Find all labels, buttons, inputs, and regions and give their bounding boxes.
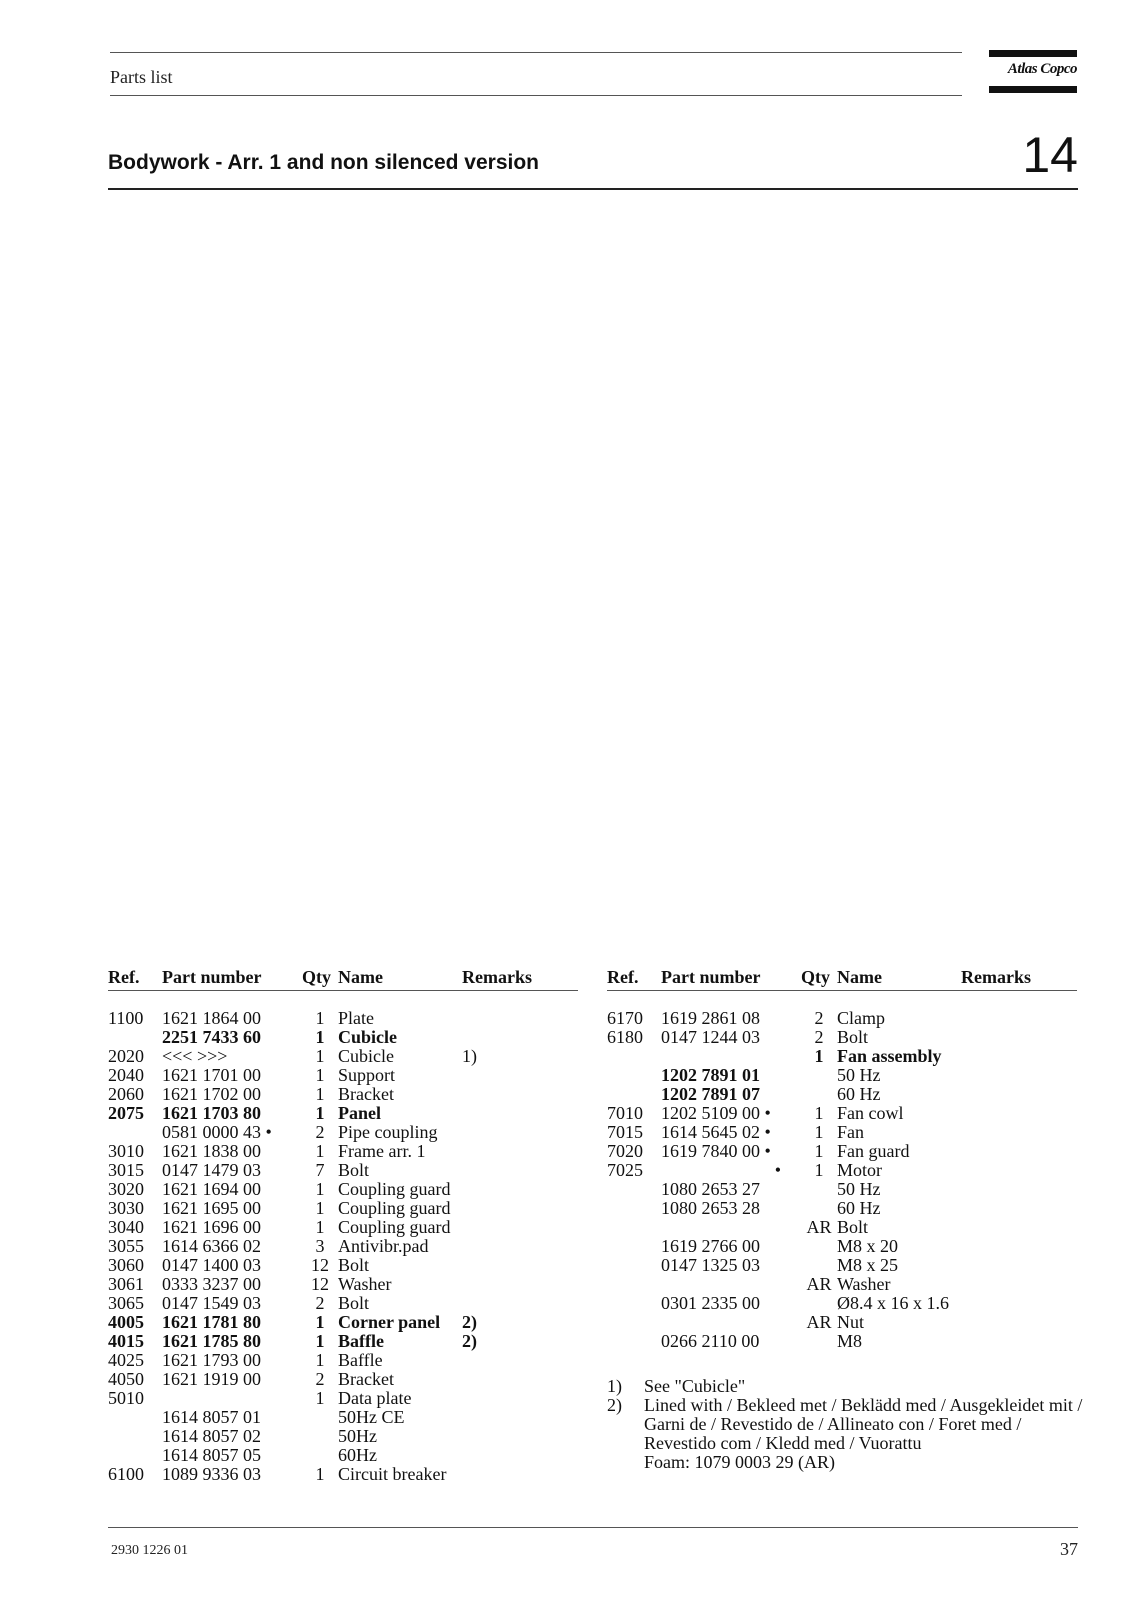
table-row <box>607 1085 1077 1104</box>
remarks-cell <box>961 1161 1077 1180</box>
qty-cell <box>801 1237 837 1256</box>
remarks-cell <box>462 1427 578 1446</box>
qty-cell <box>801 1085 837 1104</box>
table-row <box>607 1123 1077 1142</box>
name-cell: Baffle <box>338 1350 383 1370</box>
part-number-cell <box>661 1218 801 1237</box>
ref-cell <box>108 1427 162 1446</box>
part-number-cell: 1621 1701 00 <box>162 1065 261 1085</box>
ref-cell <box>607 1218 661 1237</box>
qty-cell: 1 <box>814 1141 824 1161</box>
name-cell: Cubicle <box>338 1027 398 1047</box>
col-part-number-header: Part number <box>661 968 801 991</box>
ref-cell: 7025 <box>607 1160 643 1180</box>
remarks-cell <box>462 1085 578 1104</box>
remarks-cell <box>961 1123 1077 1142</box>
ref-cell: 3061 <box>108 1274 144 1294</box>
ref-cell <box>607 1332 661 1351</box>
ref-cell: 2060 <box>108 1084 144 1104</box>
remarks-cell <box>961 1294 1077 1313</box>
footnote <box>607 1453 1087 1472</box>
part-number-cell: 1619 2766 00 <box>661 1236 760 1256</box>
part-number-cell: 1621 1793 00 <box>162 1350 261 1370</box>
table-row <box>108 1294 578 1313</box>
part-number-cell: 1621 1695 00 <box>162 1198 261 1218</box>
ref-cell: 2075 <box>108 1103 144 1123</box>
part-number-cell: 1614 5645 02 • <box>661 1122 771 1142</box>
table-row <box>108 1085 578 1104</box>
part-number-cell: 0581 0000 43 • <box>162 1122 272 1142</box>
part-number-cell: 1614 8057 05 <box>162 1445 261 1465</box>
name-cell: Coupling guard <box>338 1198 451 1218</box>
name-cell: Data plate <box>338 1388 412 1408</box>
table-row <box>607 1256 1077 1275</box>
qty-cell: 1 <box>814 1160 824 1180</box>
remarks-cell <box>462 1104 578 1123</box>
table-row <box>108 991 578 1029</box>
remarks-cell <box>462 1389 578 1408</box>
footer-rule <box>108 1527 1078 1528</box>
remarks-cell <box>462 1446 578 1465</box>
part-number-cell: 0147 1325 03 <box>661 1255 760 1275</box>
ref-cell: 6170 <box>607 1008 643 1028</box>
footnote <box>607 1396 1087 1453</box>
table-row <box>108 1180 578 1199</box>
name-cell: 50 Hz <box>837 1179 881 1199</box>
table-row <box>607 1142 1077 1161</box>
part-number-cell <box>162 1389 302 1408</box>
name-cell: Ø8.4 x 16 x 1.6 <box>837 1293 949 1313</box>
ref-cell: 7010 <box>607 1103 643 1123</box>
name-cell: Fan cowl <box>837 1103 904 1123</box>
part-number-cell: 1621 1696 00 <box>162 1217 261 1237</box>
qty-cell: 2 <box>315 1369 325 1389</box>
footnote-mark: 2) <box>607 1395 622 1415</box>
ref-cell: 3060 <box>108 1255 144 1275</box>
ref-cell: 7015 <box>607 1122 643 1142</box>
name-cell: Washer <box>338 1274 392 1294</box>
remarks-cell <box>462 1161 578 1180</box>
qty-cell: 1 <box>315 1179 325 1199</box>
ref-cell: 3015 <box>108 1160 144 1180</box>
col-remarks-header: Remarks <box>462 968 578 991</box>
part-number-cell <box>661 1275 801 1294</box>
remarks-cell <box>462 1180 578 1199</box>
col-remarks-header: Remarks <box>961 968 1077 991</box>
ref-cell: 6100 <box>108 1464 144 1484</box>
header-top-rule <box>110 52 962 53</box>
table-row <box>108 1427 578 1446</box>
part-number-cell: 1614 8057 01 <box>162 1407 261 1427</box>
name-cell: Fan <box>837 1122 864 1142</box>
table-row <box>108 1218 578 1237</box>
ref-cell: 3040 <box>108 1217 144 1237</box>
col-qty-header: Qty <box>302 968 338 991</box>
ref-cell: 7020 <box>607 1141 643 1161</box>
qty-cell: 1 <box>315 1008 325 1028</box>
table-row <box>607 1047 1077 1066</box>
parts-table-left <box>108 968 578 1484</box>
table-row <box>108 1104 578 1123</box>
part-number-cell: <<< >>> <box>162 1046 228 1066</box>
ref-cell <box>607 1275 661 1294</box>
table-row <box>607 1199 1077 1218</box>
name-cell: Circuit breaker <box>338 1464 447 1484</box>
col-part-number-header: Part number <box>162 968 302 991</box>
page-title: Bodywork - Arr. 1 and non silenced version <box>108 151 539 174</box>
qty-cell <box>302 1446 338 1465</box>
remarks-cell <box>462 1408 578 1427</box>
name-cell: Panel <box>338 1103 381 1123</box>
qty-cell: 1 <box>315 1027 325 1047</box>
ref-cell <box>607 1237 661 1256</box>
table-header-row <box>607 968 1077 991</box>
qty-cell: 1 <box>814 1122 824 1142</box>
qty-cell: 1 <box>315 1046 325 1066</box>
qty-cell <box>801 1180 837 1199</box>
remarks-cell <box>462 1028 578 1047</box>
part-number-cell: 1080 2653 28 <box>661 1198 760 1218</box>
name-cell: Pipe coupling <box>338 1122 438 1142</box>
qty-cell: 1 <box>315 1217 325 1237</box>
table-row <box>607 1028 1077 1047</box>
footnote-text: Lined with / Bekleed met / Beklädd med / Ausgekleidet mit / Garni de / Revestido de / Allineato con / Foret med / Revestido com / Kledd med / Vuorattu <box>644 1395 1083 1453</box>
name-cell: Coupling guard <box>338 1217 451 1237</box>
part-number-cell <box>661 1047 801 1066</box>
remarks-cell <box>961 1085 1077 1104</box>
document-number: 2930 1226 01 <box>111 1543 188 1558</box>
qty-cell <box>801 1199 837 1218</box>
ref-cell <box>607 1313 661 1332</box>
remarks-cell <box>961 1332 1077 1351</box>
part-number-cell: 1621 1702 00 <box>162 1084 261 1104</box>
table-row <box>108 1446 578 1465</box>
remarks-cell <box>961 1218 1077 1237</box>
name-cell: Plate <box>338 1008 374 1028</box>
footnote-mark: 1) <box>607 1376 622 1396</box>
table-row <box>108 1161 578 1180</box>
remarks-cell <box>961 1142 1077 1161</box>
name-cell: M8 x 25 <box>837 1255 899 1275</box>
table-row <box>607 1104 1077 1123</box>
remarks-cell <box>462 1294 578 1313</box>
name-cell: 50Hz CE <box>338 1407 405 1427</box>
name-cell: 50 Hz <box>837 1065 881 1085</box>
ref-cell <box>108 1028 162 1047</box>
part-number-cell: 0147 1244 03 <box>661 1027 760 1047</box>
ref-cell: 4025 <box>108 1350 144 1370</box>
name-cell: Corner panel <box>338 1312 441 1332</box>
name-cell: Nut <box>837 1312 864 1332</box>
footnote-mark <box>607 1453 644 1472</box>
remarks-cell <box>462 1465 578 1484</box>
col-ref-header: Ref. <box>607 968 661 991</box>
name-cell: Bolt <box>338 1293 370 1313</box>
table-row <box>108 1370 578 1389</box>
parts-table-left-body <box>108 991 578 1485</box>
name-cell: 60 Hz <box>837 1198 881 1218</box>
qty-cell <box>302 1427 338 1446</box>
qty-cell: 2 <box>814 1027 824 1047</box>
name-cell: Bolt <box>837 1027 869 1047</box>
qty-cell: 2 <box>315 1122 325 1142</box>
table-row <box>108 1389 578 1408</box>
col-ref-header: Ref. <box>108 968 162 991</box>
table-row <box>108 1237 578 1256</box>
remarks-cell <box>462 1142 578 1161</box>
qty-cell: 1 <box>315 1103 325 1123</box>
remarks-cell <box>462 1370 578 1389</box>
logo-bar-top <box>989 50 1077 57</box>
col-qty-header: Qty <box>801 968 837 991</box>
name-cell: M8 x 20 <box>837 1236 899 1256</box>
ref-cell <box>607 1199 661 1218</box>
ref-cell: 3065 <box>108 1293 144 1313</box>
remarks-cell <box>961 1028 1077 1047</box>
table-row <box>607 1275 1077 1294</box>
name-cell: Antivibr.pad <box>338 1236 429 1256</box>
part-number-cell: 1619 7840 00 • <box>661 1141 771 1161</box>
ref-cell <box>607 1294 661 1313</box>
remarks-cell: 2) <box>462 1331 477 1351</box>
part-number-cell: 1614 6366 02 <box>162 1236 261 1256</box>
ref-cell: 1100 <box>108 1008 144 1028</box>
ref-cell <box>607 1066 661 1085</box>
part-number-cell: 1621 1919 00 <box>162 1369 261 1389</box>
part-number-cell: 0301 2335 00 <box>661 1293 760 1313</box>
remarks-cell <box>462 1237 578 1256</box>
ref-cell: 3030 <box>108 1198 144 1218</box>
qty-cell <box>801 1294 837 1313</box>
logo-bar-bottom <box>989 86 1077 93</box>
table-row <box>108 1313 578 1332</box>
qty-cell: 1 <box>315 1388 325 1408</box>
remarks-cell <box>961 1047 1077 1066</box>
remarks-cell <box>961 1237 1077 1256</box>
ref-cell: 4005 <box>108 1312 144 1332</box>
qty-cell: 1 <box>315 1198 325 1218</box>
part-number-cell: 1621 1838 00 <box>162 1141 261 1161</box>
col-name-header: Name <box>837 968 961 991</box>
part-number-cell: 1621 1785 80 <box>162 1331 261 1351</box>
table-row <box>108 1275 578 1294</box>
qty-cell: AR <box>806 1274 832 1294</box>
ref-cell <box>108 1123 162 1142</box>
name-cell: Bracket <box>338 1084 394 1104</box>
title-rule <box>108 188 1078 190</box>
name-cell: Bolt <box>338 1255 370 1275</box>
remarks-cell: 1) <box>462 1046 477 1066</box>
table-row <box>108 1465 578 1484</box>
remarks-cell <box>961 1066 1077 1085</box>
footnotes <box>607 1377 1087 1472</box>
footnote-text: Foam: 1079 0003 29 (AR) <box>644 1452 835 1472</box>
table-row <box>607 1237 1077 1256</box>
qty-cell: 1 <box>315 1312 325 1332</box>
name-cell: 50Hz <box>338 1426 377 1446</box>
table-header-row <box>108 968 578 991</box>
remarks-cell <box>961 991 1077 1029</box>
part-number-cell: 0147 1400 03 <box>162 1255 261 1275</box>
table-row <box>607 991 1077 1029</box>
table-row <box>108 1199 578 1218</box>
name-cell: Cubicle <box>338 1046 394 1066</box>
footnote-text: See "Cubicle" <box>644 1376 746 1396</box>
qty-cell: 2 <box>315 1293 325 1313</box>
part-number-cell: 1202 7891 01 <box>661 1065 760 1085</box>
name-cell: Support <box>338 1065 396 1085</box>
name-cell: Clamp <box>837 1008 885 1028</box>
table-row <box>607 1218 1077 1237</box>
table-row <box>108 1028 578 1047</box>
name-cell: Bolt <box>338 1160 370 1180</box>
part-number-cell: 1202 7891 07 <box>661 1084 760 1104</box>
table-row <box>607 1332 1077 1351</box>
qty-cell: 1 <box>315 1331 325 1351</box>
qty-cell: 1 <box>315 1350 325 1370</box>
table-row <box>607 1294 1077 1313</box>
qty-cell: 2 <box>814 1008 824 1028</box>
name-cell: Bolt <box>837 1217 869 1237</box>
ref-cell: 3020 <box>108 1179 144 1199</box>
qty-cell: 12 <box>311 1255 329 1275</box>
name-cell: Fan assembly <box>837 1046 942 1066</box>
remarks-cell: 2) <box>462 1312 477 1332</box>
remarks-cell <box>462 1218 578 1237</box>
table-row <box>108 1332 578 1351</box>
remarks-cell <box>961 1180 1077 1199</box>
name-cell: M8 <box>837 1331 863 1351</box>
part-number-cell: 0266 2110 00 <box>661 1331 760 1351</box>
part-number-cell: 2251 7433 60 <box>162 1027 261 1047</box>
name-cell: Frame arr. 1 <box>338 1141 426 1161</box>
qty-cell: 1 <box>315 1065 325 1085</box>
parts-table-right-body <box>607 991 1077 1352</box>
part-number-cell: 1621 1694 00 <box>162 1179 261 1199</box>
name-cell: 60Hz <box>338 1445 377 1465</box>
name-cell: Bracket <box>338 1369 394 1389</box>
remarks-cell <box>961 1256 1077 1275</box>
name-cell: Washer <box>837 1274 891 1294</box>
remarks-cell <box>462 1275 578 1294</box>
table-row <box>607 1313 1077 1332</box>
remarks-cell <box>462 1256 578 1275</box>
remarks-cell <box>462 1199 578 1218</box>
name-cell: Motor <box>837 1160 882 1180</box>
ref-cell: 3055 <box>108 1236 144 1256</box>
parts-table-right <box>607 968 1077 1351</box>
logo-wordmark: Atlas Copco <box>1007 61 1077 77</box>
section-label: Parts list <box>110 67 173 87</box>
qty-cell: AR <box>806 1312 832 1332</box>
remarks-cell <box>462 1123 578 1142</box>
ref-cell: 5010 <box>108 1388 144 1408</box>
remarks-cell <box>462 1351 578 1370</box>
qty-cell <box>801 1332 837 1351</box>
ref-cell: 6180 <box>607 1027 643 1047</box>
remarks-cell <box>462 1066 578 1085</box>
part-number-cell: 1202 5109 00 • <box>661 1103 771 1123</box>
part-number-cell: 1619 2861 08 <box>661 1008 760 1028</box>
qty-cell <box>801 1256 837 1275</box>
part-number-cell: 1621 1864 00 <box>162 1008 261 1028</box>
part-number-cell: 1089 9336 03 <box>162 1464 261 1484</box>
table-row <box>108 1066 578 1085</box>
atlas-copco-logo <box>989 50 1077 94</box>
qty-cell: AR <box>806 1217 832 1237</box>
ref-cell: 2040 <box>108 1065 144 1085</box>
name-cell: Coupling guard <box>338 1179 451 1199</box>
table-row <box>108 1047 578 1066</box>
part-number-cell: 1621 1703 80 <box>162 1103 261 1123</box>
ref-cell <box>607 1047 661 1066</box>
qty-cell: 1 <box>814 1046 824 1066</box>
name-cell: 60 Hz <box>837 1084 881 1104</box>
qty-cell: 1 <box>315 1084 325 1104</box>
table-row <box>108 1408 578 1427</box>
part-number-cell: 1614 8057 02 <box>162 1426 261 1446</box>
part-number-cell: 1080 2653 27 <box>661 1179 760 1199</box>
part-number-cell: 0147 1549 03 <box>162 1293 261 1313</box>
remarks-cell <box>961 1104 1077 1123</box>
remarks-cell <box>462 991 578 1029</box>
part-number-cell: • <box>774 1160 781 1180</box>
remarks-cell <box>961 1313 1077 1332</box>
remarks-cell <box>961 1199 1077 1218</box>
table-row <box>108 1351 578 1370</box>
ref-cell <box>607 1085 661 1104</box>
ref-cell: 4015 <box>108 1331 144 1351</box>
table-row <box>607 1066 1077 1085</box>
ref-cell <box>108 1446 162 1465</box>
header-bottom-rule <box>110 95 962 96</box>
part-number-cell: 1621 1781 80 <box>162 1312 261 1332</box>
table-row <box>607 1161 1077 1180</box>
qty-cell: 3 <box>315 1236 325 1256</box>
ref-cell <box>108 1408 162 1427</box>
table-row <box>607 1180 1077 1199</box>
ref-cell <box>607 1180 661 1199</box>
table-row <box>108 1142 578 1161</box>
footnote <box>607 1377 1087 1396</box>
ref-cell: 2020 <box>108 1046 144 1066</box>
name-cell: Baffle <box>338 1331 384 1351</box>
part-number-cell <box>661 1313 801 1332</box>
ref-cell: 3010 <box>108 1141 144 1161</box>
qty-cell: 1 <box>814 1103 824 1123</box>
ref-cell <box>607 1256 661 1275</box>
part-number-cell: 0147 1479 03 <box>162 1160 261 1180</box>
col-name-header: Name <box>338 968 462 991</box>
page-number: 37 <box>1060 1539 1078 1559</box>
qty-cell: 1 <box>315 1464 325 1484</box>
part-number-cell: 0333 3237 00 <box>162 1274 261 1294</box>
qty-cell: 7 <box>315 1160 325 1180</box>
qty-cell: 12 <box>311 1274 329 1294</box>
chapter-number: 14 <box>1022 127 1078 183</box>
qty-cell <box>302 1408 338 1427</box>
ref-cell: 4050 <box>108 1369 144 1389</box>
table-row <box>108 1123 578 1142</box>
name-cell: Fan guard <box>837 1141 910 1161</box>
qty-cell <box>801 1066 837 1085</box>
qty-cell: 1 <box>315 1141 325 1161</box>
table-row <box>108 1256 578 1275</box>
remarks-cell <box>961 1275 1077 1294</box>
